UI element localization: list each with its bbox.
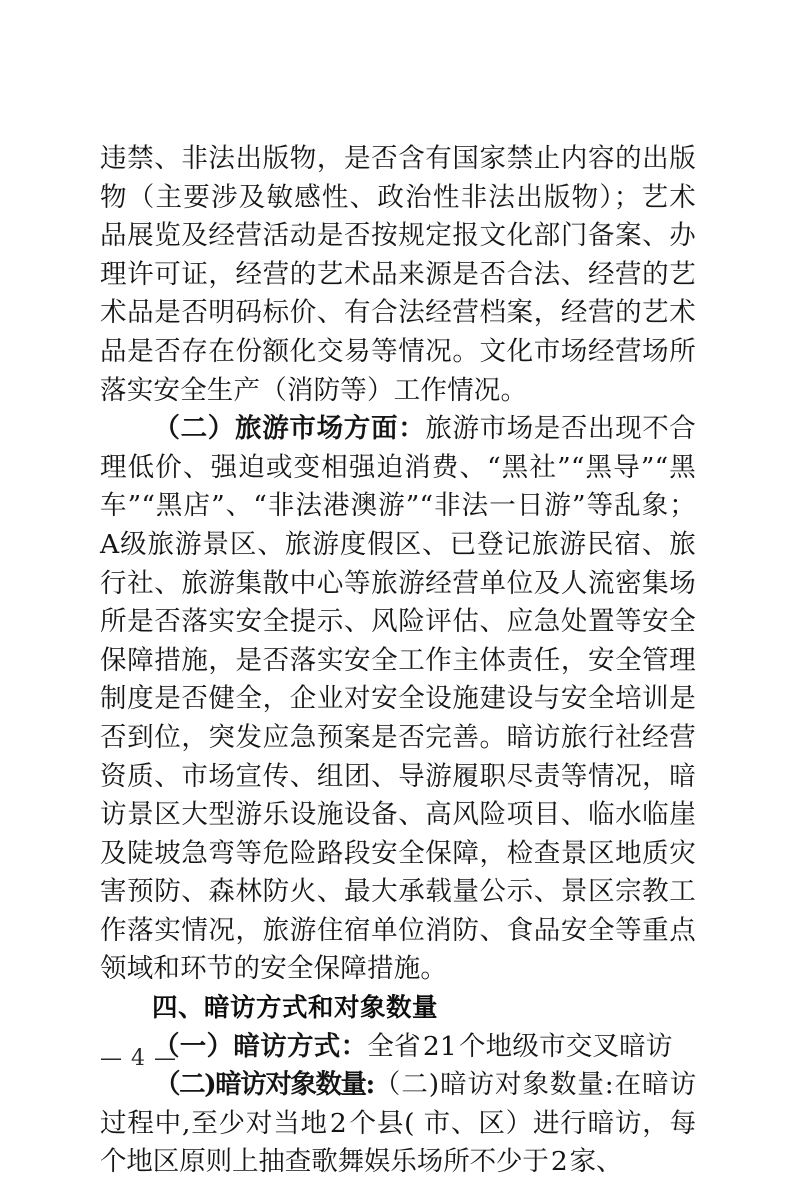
paragraph-culture-market-line-5: 否存在份额化交易等情况。文化市场经营场所落实安全生产（消 <box>100 335 696 406</box>
paragraph-culture-market-line-6: 防等）工作情况。 <box>313 374 528 406</box>
paragraph-tourism-market <box>100 410 696 989</box>
tourism-market-label: （二）旅游市场方面： <box>153 413 426 445</box>
item-two-line1-count: 2 <box>329 1107 347 1139</box>
heading-section-four: 四、暗访方式和对象数量 <box>152 993 439 1024</box>
item-one-count: 21 <box>422 1030 457 1062</box>
paragraph-culture-market-continued <box>100 140 696 410</box>
document-text-body <box>100 140 696 1182</box>
item-one-label: （一）暗访方式： <box>153 1030 368 1062</box>
item-two-line2-count: 2 <box>550 1146 568 1178</box>
paragraph-item-two <box>100 1066 696 1182</box>
tourism-market-text: 旅游市场是否出现不合理低价、强迫或变相强迫消费、“黑社”“黑导”“黑车”“黑店”、“非法港澳游”“非法一日游”等乱象；A级旅游景区、旅游度假区、已登记旅游民宿、旅行社、旅游集散中心等旅游经营单位及人流密集场所是否落实安全提示、风险评估、应急处置等安全保障措施，是否落实安全工作主体责任，安全管理制度是否健全，企业对安全设施建设与安全培训是否到位，突发应急预案是否完善。暗访旅行社经营资质、市场宣传、组团、导游履职尽责等情况，暗访景区大型游乐设施设备、高风险项目、临水临崖及陡坡急弯等危险路段安全保障，检查景区地质灾害预防、森林防火、最大承载量公示、景区宗教工作落实情况，旅游住宿单位消防、食品安全等重点领域和环节的安全保障措施。 <box>100 413 697 985</box>
paragraph-culture-market-line-3: 定报文化部门备案、办理许可证，经营的艺术品来源是否合法、 <box>100 220 696 290</box>
item-two-line1-part-b: 个县( 市、 <box>348 1107 479 1139</box>
paragraph-culture-market-line-2: 敏感性、政治性非法出版物）；艺术品展览及经营活动是否按规 <box>100 181 697 252</box>
paragraph-culture-market-line-1: 违禁、非法出版物，是否含有国家禁止内容的出版物（主要涉及 <box>100 143 696 213</box>
item-two-label: （二)暗访对象数量: <box>153 1069 373 1101</box>
item-one-value-prefix: 全省 <box>367 1030 421 1062</box>
item-two-line1-part-a: （二)暗访对象数量:在暗访过程中,至少对当地 <box>100 1069 696 1139</box>
item-two-line2-part-a: 区）进行暗访，每个地区原则上抽查歌舞娱乐场所不少于 <box>100 1107 696 1178</box>
item-one-value-suffix: 个地级市交叉暗访 <box>458 1030 673 1062</box>
page-number-footer: — 4 — <box>100 1046 177 1071</box>
item-two-line2-part-b: 家、 <box>569 1146 623 1178</box>
paragraph-culture-market-line-4: 经营的艺术品是否明码标价、有合法经营档案，经营的艺术品是 <box>100 258 696 367</box>
